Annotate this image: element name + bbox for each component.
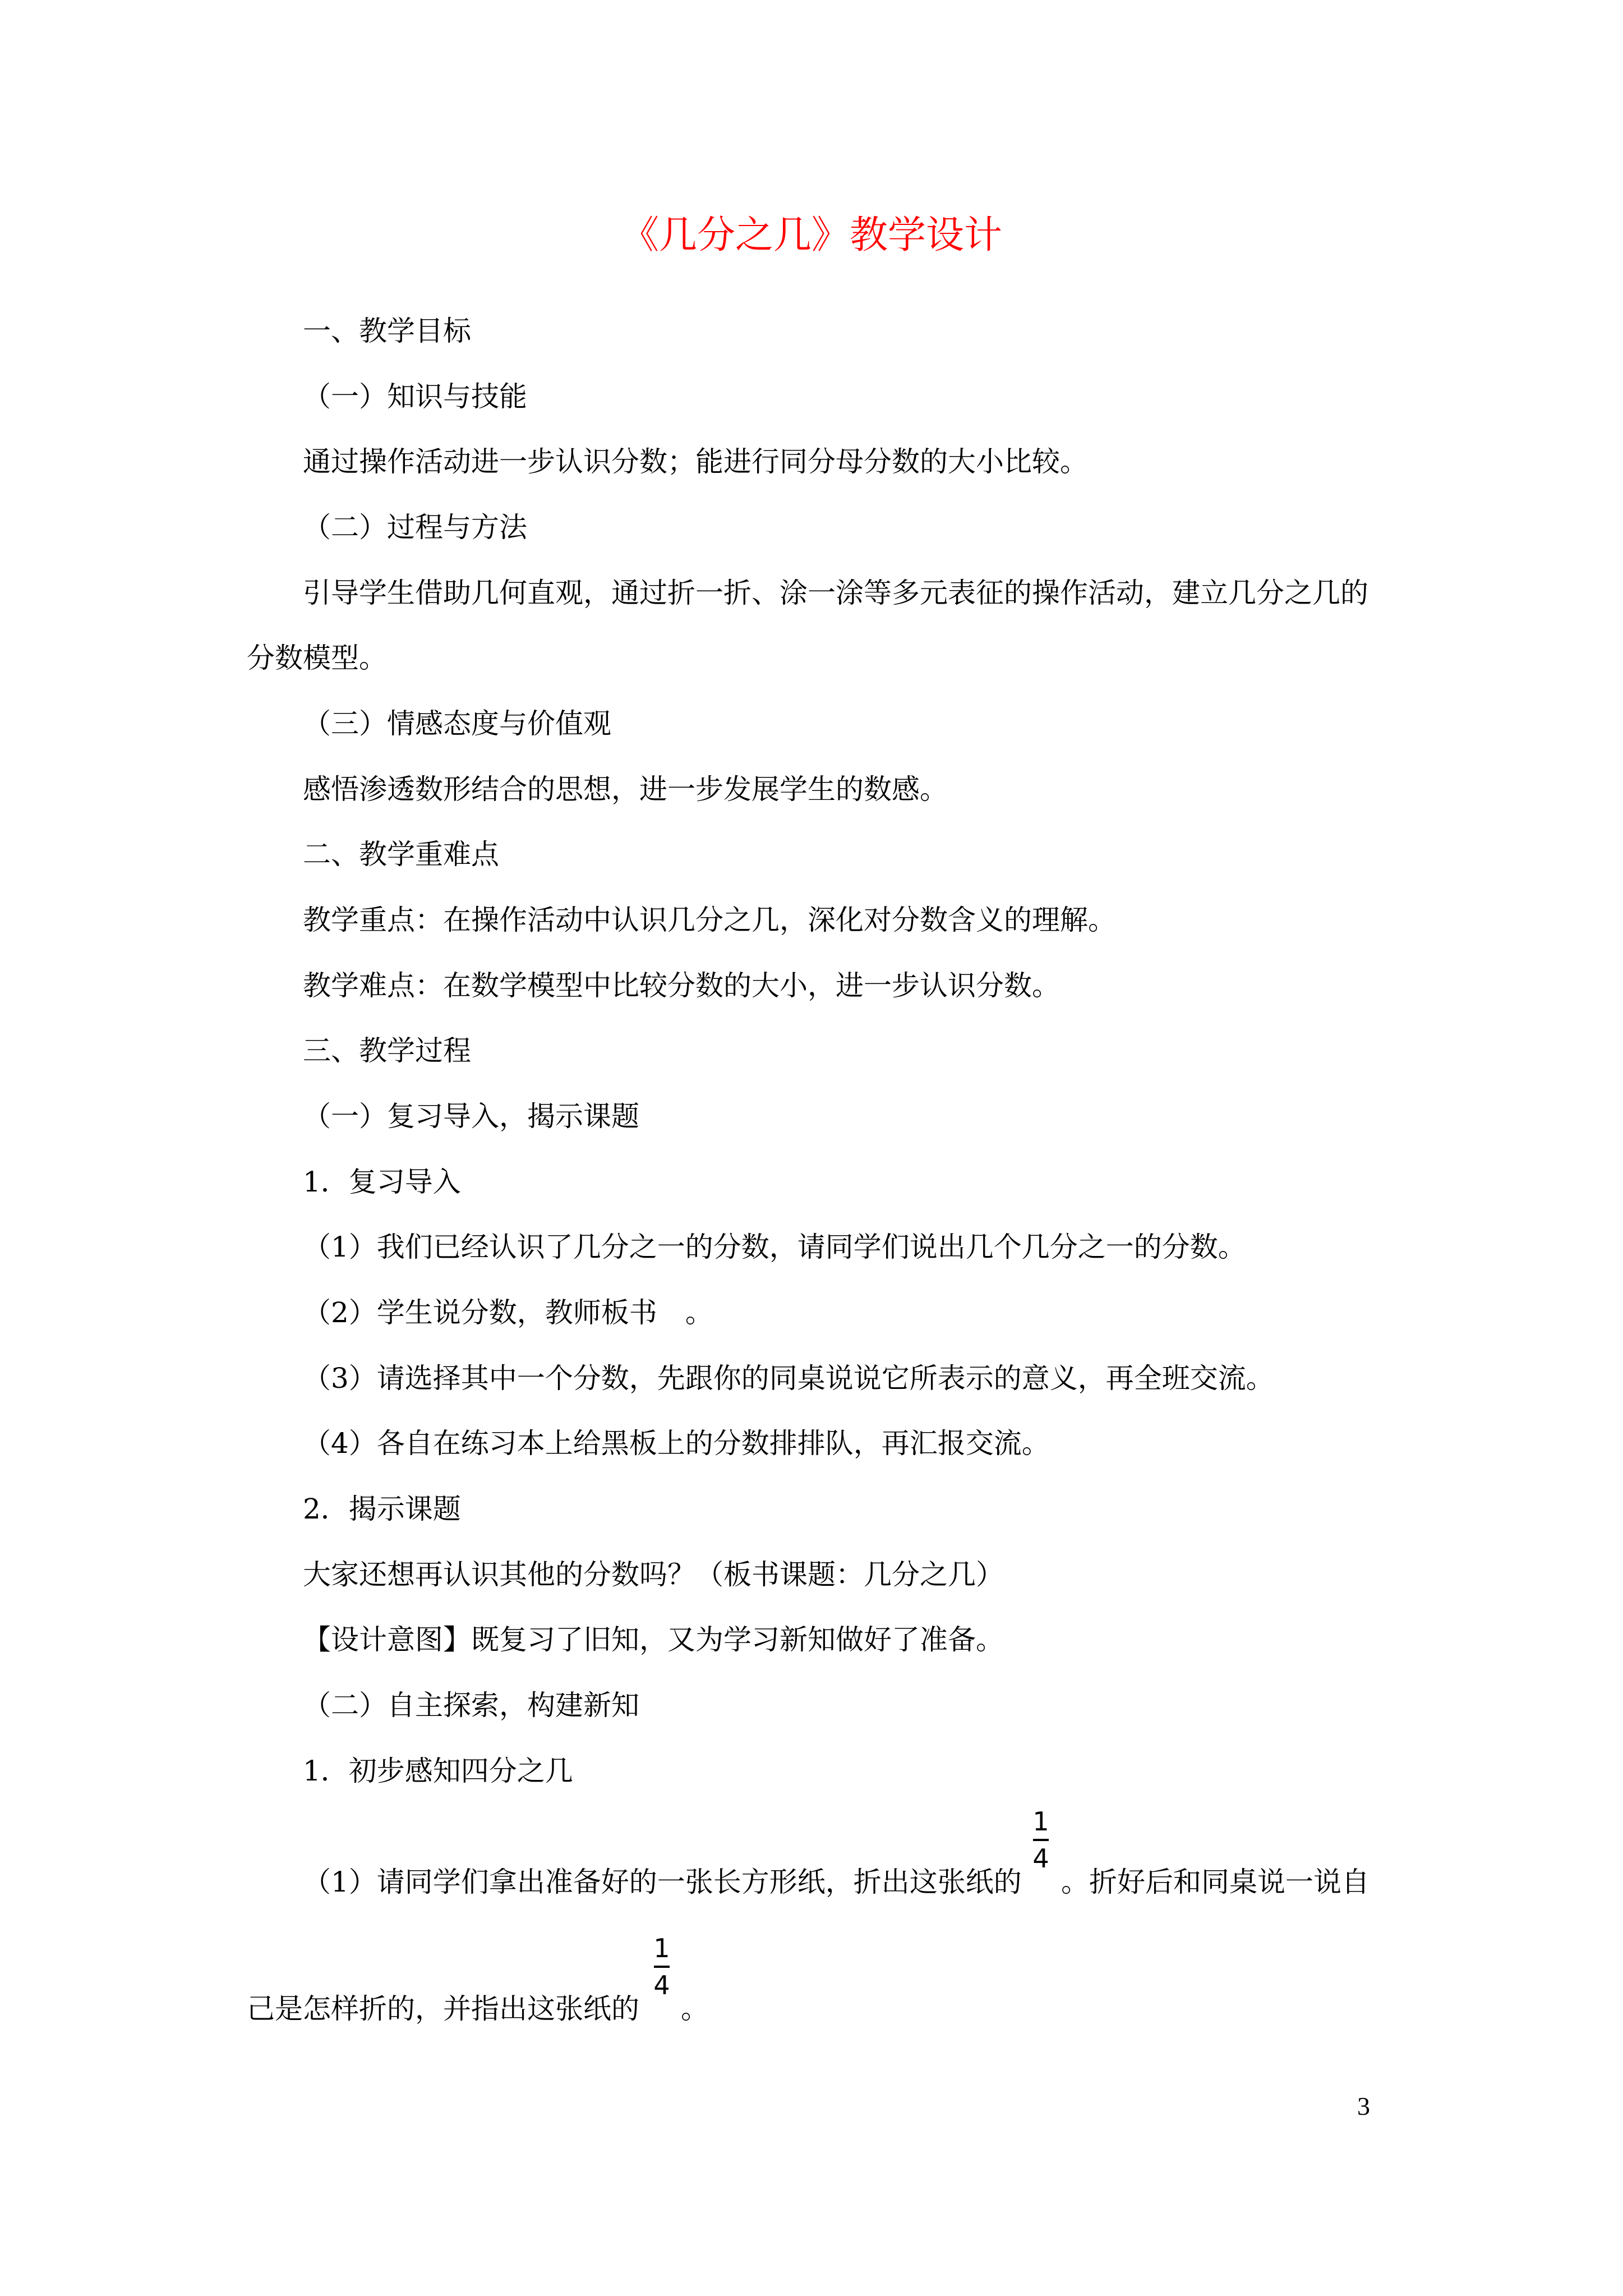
- paragraph: 大家还想再认识其他的分数吗？（板书课题：几分之几）: [303, 1558, 1004, 1591]
- page-number: 3: [1357, 2092, 1370, 2120]
- paragraph: 教学难点：在数学模型中比较分数的大小，进一步认识分数。: [303, 969, 1060, 1002]
- fraction-bar: [1033, 1839, 1049, 1841]
- fold-instruction-part4: 。: [681, 1993, 709, 2025]
- fraction-numerator: 1: [1032, 1806, 1049, 1837]
- fraction-one-quarter: [651, 1934, 673, 1999]
- list-item: （1）我们已经认识了几分之一的分数，请同学们说出几个几分之一的分数。: [303, 1231, 1246, 1263]
- list-item: （3）请选择其中一个分数，先跟你的同桌说说它所表示的意义，再全班交流。: [303, 1362, 1274, 1395]
- heading-key-difficulties: 二、教学重难点: [303, 838, 499, 871]
- subheading-process-method: （二）过程与方法: [303, 511, 527, 544]
- paragraph: 引导学生借助几何直观，通过折一折、涂一涂等多元表征的操作活动，建立几分之几的: [303, 577, 1368, 609]
- list-item: （2）学生说分数，教师板书 。: [303, 1296, 713, 1329]
- fold-instruction-part3: 己是怎样折的，并指出这张纸的: [247, 1993, 639, 2025]
- paragraph: 感悟渗透数形结合的思想，进一步发展学生的数感。: [303, 773, 948, 806]
- list-item: （4）各自在练习本上给黑板上的分数排排队，再汇报交流。: [303, 1427, 1050, 1460]
- fraction-denominator: 4: [653, 1970, 670, 2000]
- paragraph: 教学重点：在操作活动中认识几分之几，深化对分数含义的理解。: [303, 904, 1116, 936]
- subheading-review-intro: （一）复习导入，揭示课题: [303, 1100, 639, 1133]
- paragraph: 通过操作活动进一步认识分数；能进行同分母分数的大小比较。: [303, 445, 1088, 478]
- numbered-heading: 1．初步感知四分之几: [303, 1755, 573, 1787]
- subheading-emotion-values: （三）情感态度与价值观: [303, 707, 611, 740]
- numbered-heading: 1．复习导入: [303, 1166, 461, 1198]
- heading-teaching-objectives: 一、教学目标: [303, 315, 471, 347]
- fold-instruction-part2: 。折好后和同桌说一说自: [1061, 1866, 1370, 1898]
- subheading-self-exploration: （二）自主探索，构建新知: [303, 1689, 639, 1722]
- fraction-numerator: 1: [653, 1933, 670, 1963]
- document-title: 《几分之几》教学设计: [620, 213, 1002, 257]
- fraction-bar: [654, 1966, 670, 1968]
- design-intent-note: 【设计意图】既复习了旧知，又为学习新知做好了准备。: [303, 1623, 1004, 1656]
- heading-teaching-process: 三、教学过程: [303, 1034, 471, 1067]
- paragraph-continuation: 分数模型。: [247, 642, 387, 674]
- fraction-one-quarter: [1030, 1807, 1052, 1872]
- numbered-heading: 2．揭示课题: [303, 1493, 461, 1525]
- fold-instruction-part1: （1）请同学们拿出准备好的一张长方形纸，折出这张纸的: [303, 1866, 1022, 1898]
- fraction-denominator: 4: [1032, 1843, 1049, 1874]
- subheading-knowledge-skills: （一）知识与技能: [303, 380, 527, 413]
